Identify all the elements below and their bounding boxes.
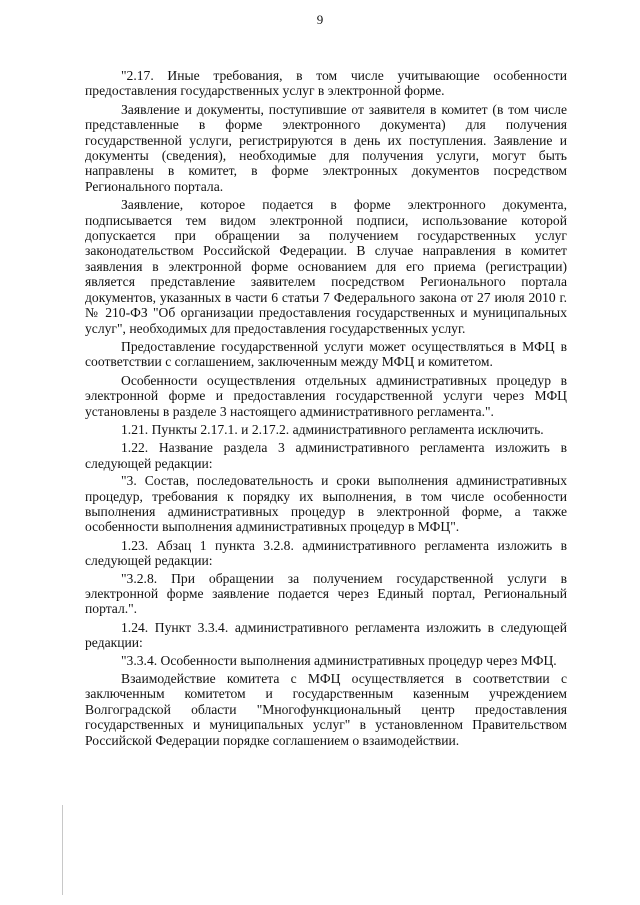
scan-margin-line bbox=[62, 805, 63, 895]
paragraph-2-17-heading: "2.17. Иные требования, в том числе учитывающие особенности предоставления государственных услуг в электронной форме. bbox=[85, 68, 567, 99]
paragraph-1-22: 1.22. Название раздела 3 административного регламента изложить в следующей редакции: bbox=[85, 440, 567, 471]
paragraph-mfc-provision: Предоставление государственной услуги может осуществляться в МФЦ в соответствии с соглашением, заключенным между МФЦ и комитетом. bbox=[85, 338, 567, 370]
paragraph-3-2-8: "3.2.8. При обращении за получением государственной услуги в электронной форме заявление подается через Единый портал, Региональный портал.". bbox=[85, 570, 567, 617]
paragraph-1-21: 1.21. Пункты 2.17.1. и 2.17.2. административного регламента исключить. bbox=[121, 421, 544, 437]
paragraph-registration: Заявление и документы, поступившие от заявителя в комитет (в том числе представленные в форме электронного документа) для получения государственной услуги, регистрируются в день их поступления. Заявление и документы (сведения), необходимые для получения услуги, могут быть направлены в комитет, в форме электронных документов посредством Регионального портала. bbox=[85, 101, 567, 194]
page-number: 9 bbox=[316, 12, 324, 27]
paragraph-electronic-signature: Заявление, которое подается в форме электронного документа, подписывается тем видом электронной подписи, использование которой допускается при обращении за получением государственных услуг законодательством Российской Федерации. В случае направления в комитет заявления в электронной форме основанием для его приема (регистрации) является представление заявителем посредством Регионального портала документов, указанных в части 6 статьи 7 Федерального закона от 27 июля 2010 г. № 210-ФЗ "Об организации предоставления государственных и муниципальных услуг", необходимых для предоставления государственных услуг. bbox=[85, 197, 567, 336]
document-body bbox=[85, 68, 567, 751]
paragraph-procedures-features: Особенности осуществления отдельных административных процедур в электронной форме и предоставления государственной услуги через МФЦ установлены в разделе 3 настоящего административного регламента.". bbox=[85, 372, 567, 419]
paragraph-1-24: 1.24. Пункт 3.3.4. административного регламента изложить в следующей редакции: bbox=[85, 619, 567, 651]
paragraph-section-3-title: "3. Состав, последовательность и сроки выполнения административных процедур, требования к порядку их выполнения, в том числе особенности выполнения административных процедур в электронной форме, а также особенности выполнения административных процедур в МФЦ". bbox=[85, 473, 567, 535]
paragraph-1-23: 1.23. Абзац 1 пункта 3.2.8. административного регламента изложить в следующей редакции: bbox=[85, 537, 567, 569]
paragraph-3-3-4: "3.3.4. Особенности выполнения административных процедур через МФЦ. bbox=[121, 652, 557, 668]
paragraph-mfc-interaction: Взаимодействие комитета с МФЦ осуществляется в соответствии с заключенным комитетом и государственным казенным учреждением Волгоградской области "Многофункциональный центр предоставления государственных и муниципальных услуг" в установленном Правительством Российской Федерации порядке соглашением о взаимодействии. bbox=[85, 671, 567, 748]
